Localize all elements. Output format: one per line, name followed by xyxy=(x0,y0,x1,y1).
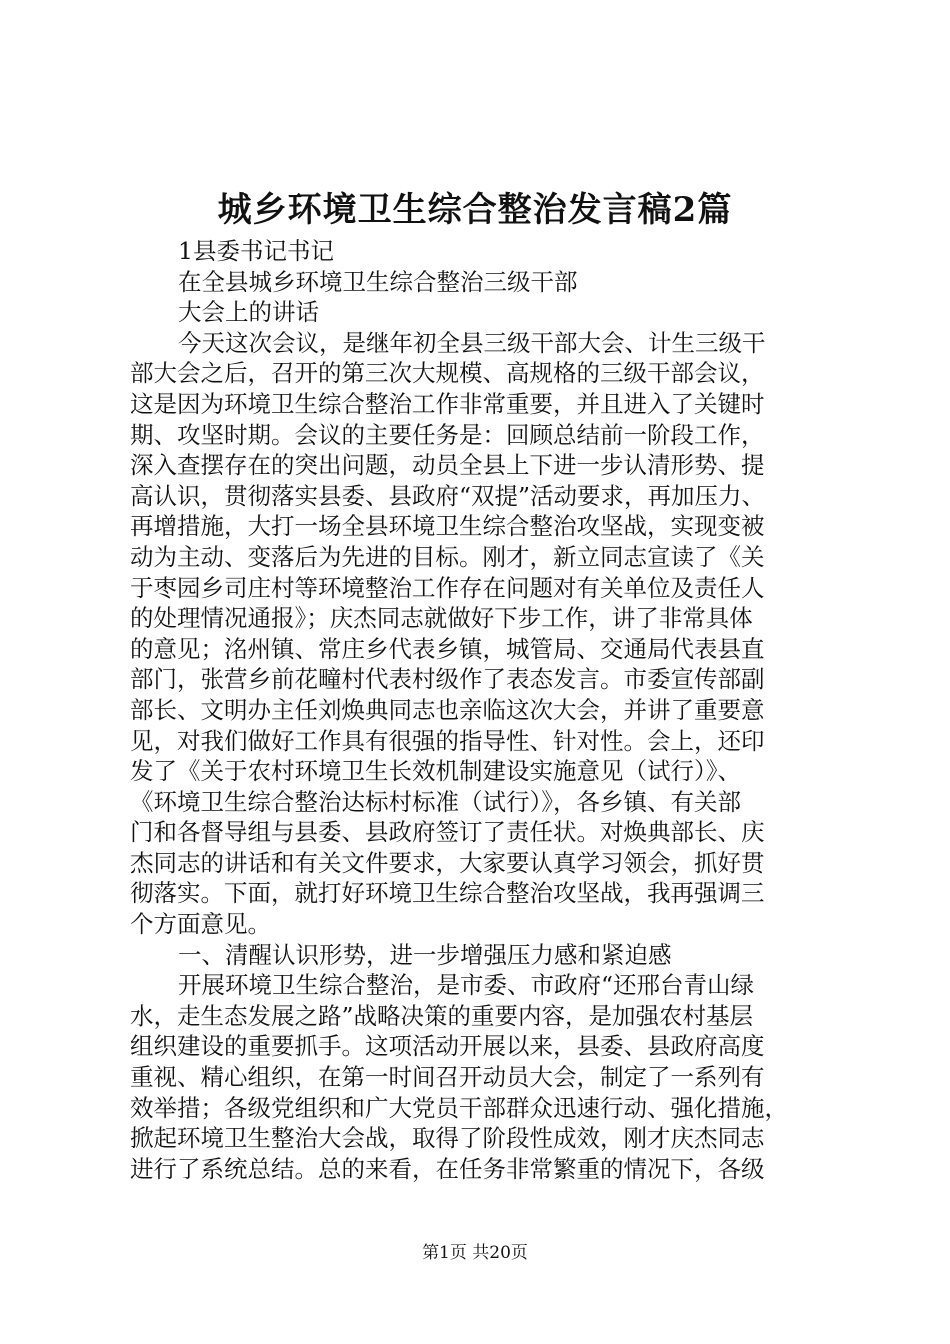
body-line: 《环境卫生综合整治达标村标准（试行）》，各乡镇、有关部 xyxy=(130,787,741,816)
body-line: 部长、文明办主任刘焕典同志也亲临这次大会，并讲了重要意 xyxy=(130,695,765,724)
body-line: 部大会之后，召开的第三次大规模、高规格的三级干部会议， xyxy=(130,359,765,388)
body-line: 门和各督导组与县委、县政府签订了责任状。对焕典部长、庆 xyxy=(130,818,765,847)
body-line: 彻落实。下面，就打好环境卫生综合整治攻坚战，我再强调三 xyxy=(130,879,765,908)
body-line: 的意见；洺州镇、常庄乡代表乡镇，城管局、交通局代表县直 xyxy=(130,634,765,663)
body-line: 开展环境卫生综合整治，是市委、市政府“还邢台青山绿 xyxy=(178,971,755,1000)
body-line: 效举措；各级党组织和广大党员干部群众迅速行动、强化措施， xyxy=(130,1093,788,1122)
document-body xyxy=(130,236,830,1184)
body-line: 于枣园乡司庄村等环境整治工作存在问题对有关单位及责任人 xyxy=(130,573,765,602)
section-heading: 一、清醒认识形势，进一步增强压力感和紧迫感 xyxy=(178,940,672,969)
body-line: 深入查摆存在的突出问题，动员全县上下进一步认清形势、提 xyxy=(130,451,765,480)
body-line: 水，走生态发展之路”战略决策的重要内容，是加强农村基层 xyxy=(130,1001,754,1030)
body-line: 见，对我们做好工作具有很强的指导性、针对性。会上，还印 xyxy=(130,726,765,755)
body-line: 部门，张营乡前花疃村代表村级作了表态发言。市委宣传部副 xyxy=(130,665,765,694)
document-title: 城乡环境卫生综合整治发言稿2篇 xyxy=(217,190,733,230)
body-line: 高认识，贯彻落实县委、县政府“双提”活动要求，再加压力、 xyxy=(130,481,766,510)
body-line: 的处理情况通报》；庆杰同志就做好下步工作，讲了非常具体 xyxy=(130,604,753,633)
body-line: 在全县城乡环境卫生综合整治三级干部 xyxy=(178,267,578,296)
body-line: 再增措施，大打一场全县环境卫生综合整治攻坚战，实现变被 xyxy=(130,512,765,541)
body-line: 今天这次会议，是继年初全县三级干部大会、计生三级干 xyxy=(178,328,766,357)
body-line: 组织建设的重要抓手。这项活动开展以来，县委、县政府高度 xyxy=(130,1032,765,1061)
body-line: 动为主动、变落后为先进的目标。刚才，新立同志宣读了《关 xyxy=(130,542,765,571)
body-line: 大会上的讲话 xyxy=(178,298,319,327)
body-line: 杰同志的讲话和有关文件要求，大家要认真学习领会，抓好贯 xyxy=(130,848,765,877)
body-line: 重视、精心组织，在第一时间召开动员大会，制定了一系列有 xyxy=(130,1063,765,1092)
body-line: 掀起环境卫生整治大会战，取得了阶段性成效，刚才庆杰同志 xyxy=(130,1124,765,1153)
body-line: 期、攻坚时期。会议的主要任务是：回顾总结前一阶段工作， xyxy=(130,420,765,449)
body-line: 个方面意见。 xyxy=(130,910,271,939)
body-line: 进行了系统总结。总的来看，在任务非常繁重的情况下，各级 xyxy=(130,1154,765,1183)
body-line: 这是因为环境卫生综合整治工作非常重要，并且进入了关键时 xyxy=(130,389,765,418)
body-line: 发了《关于农村环境卫生长效机制建设实施意见（试行）》、 xyxy=(130,757,741,786)
body-line: 1县委书记书记 xyxy=(178,237,334,265)
page-footer: 第1页 共20页 xyxy=(422,1243,528,1263)
